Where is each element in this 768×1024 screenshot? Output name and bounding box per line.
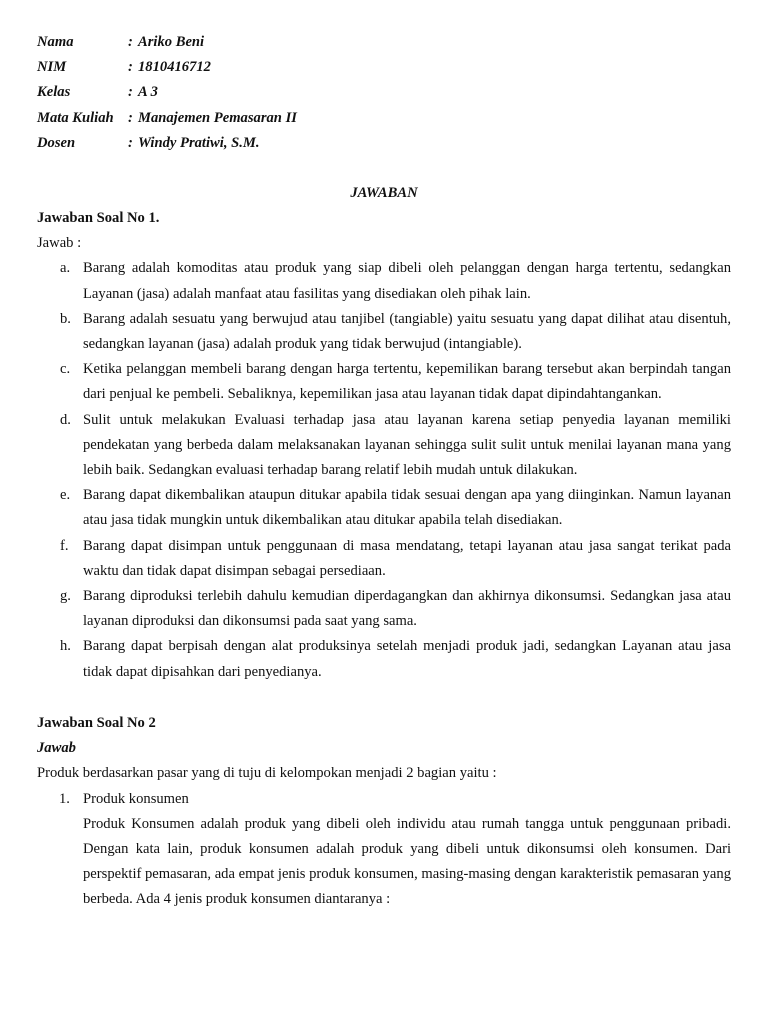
identity-colon: : <box>128 134 133 151</box>
list-item-text: Barang dapat berpisah dengan alat produksinya setelah menjadi produk jadi, sedangkan Layanan atau jasa tidak dapat dipisahkan dari penyedianya. <box>83 638 731 680</box>
list-marker: f. <box>60 537 69 554</box>
identity-value: Manajemen Pemasaran II <box>138 109 297 126</box>
answer-list <box>37 256 731 684</box>
section-heading: Jawaban Soal No 1. <box>37 210 160 226</box>
identity-value: Ariko Beni <box>138 34 205 50</box>
list-marker: c. <box>60 361 71 378</box>
answer-section-2 <box>37 711 731 913</box>
identity-colon: : <box>128 109 133 126</box>
identity-colon: : <box>128 84 133 101</box>
list-item-text: Barang adalah komoditas atau produk yang siap dibeli oleh pelanggan dengan harga tertentu, sedangkan Layanan (jasa) adalah manfaat atau fasilitas yang disediakan oleh pihak lain. <box>83 260 731 302</box>
list-item-text: Barang diproduksi terlebih dahulu kemudian diperdagangkan dan akhirnya dikonsumsi. Sedangkan jasa atau layanan diproduksi dan dikonsumsi pada saat yang sama. <box>83 588 731 630</box>
identity-row-kelas <box>37 80 437 105</box>
list-marker: g. <box>60 588 71 605</box>
identity-label: Kelas <box>37 84 71 101</box>
identity-row-nim <box>37 55 437 80</box>
list-item <box>37 307 731 357</box>
list-item <box>37 534 731 584</box>
list-marker: e. <box>60 487 71 504</box>
page-title: JAWABAN <box>350 185 418 201</box>
list-marker: d. <box>60 411 71 428</box>
list-item-title: Produk konsumen <box>83 790 189 807</box>
list-item <box>37 787 731 812</box>
product-list <box>37 787 731 812</box>
list-marker: h. <box>60 638 71 655</box>
list-item <box>37 408 731 484</box>
identity-label: NIM <box>37 59 67 76</box>
section-lead: Jawab <box>37 740 76 757</box>
section-intro: Produk berdasarkan pasar yang di tuju di kelompokan menjadi 2 bagian yaitu : <box>37 765 497 782</box>
list-item-text: Barang adalah sesuatu yang berwujud atau tanjibel (tangiable) yaitu sesuatu yang dapat dilihat atau disentuh, sedangkan layanan (jasa) adalah produk yang tidak berwujud (intangiable). <box>83 310 731 353</box>
list-marker: 1. <box>59 790 70 807</box>
answer-section-1 <box>37 206 731 685</box>
list-item-text: Sulit untuk melakukan Evaluasi terhadap jasa atau layanan karena setiap penyedia layanan memiliki pendekatan yang berbeda dalam melaksanakan layanan sehingga sulit sulit untuk menilai layanan mana yang lebih baik. Sedangkan evaluasi terhadap barang relatif lebih mudah untuk dilakukan. <box>83 411 731 479</box>
list-marker: b. <box>60 310 71 327</box>
product-description: Produk Konsumen adalah produk yang dibeli oleh individu atau rumah tangga untuk penggunaan pribadi. Dengan kata lain, produk konsumen adalah produk yang dibeli untuk dikonsumsi oleh konsumen. Dari perspektif pemasaran, ada empat jenis produk konsumen, masing-masing dengan karakteristik pemasaran yang berbeda. Ada 4 jenis produk konsumen diantaranya : <box>83 815 732 908</box>
list-item-text: Barang dapat dikembalikan ataupun ditukar apabila tidak sesuai dengan apa yang diinginkan. Namun layanan atau jasa tidak mungkin untuk dikembalikan atau ditukar apabila telah disediakan. <box>83 487 731 529</box>
identity-value: 1810416712 <box>138 59 211 76</box>
list-item <box>37 483 731 533</box>
list-item <box>37 256 731 306</box>
list-marker: a. <box>60 260 71 277</box>
identity-value: A 3 <box>138 84 158 101</box>
identity-row-dosen <box>37 131 437 156</box>
identity-block <box>37 30 437 156</box>
identity-label: Dosen <box>37 134 76 151</box>
identity-label: Nama <box>37 34 74 50</box>
section-heading: Jawaban Soal No 2 <box>37 715 156 731</box>
list-item-text: Barang dapat disimpan untuk penggunaan di masa mendatang, tetapi layanan atau jasa sangat terikat pada waktu dan tidak dapat disimpan sebagai persediaan. <box>83 537 731 579</box>
identity-colon: : <box>128 34 133 50</box>
identity-row-nama <box>37 30 437 55</box>
identity-row-mata-kuliah <box>37 106 437 131</box>
identity-colon: : <box>128 59 133 76</box>
section-lead: Jawab : <box>37 235 82 252</box>
list-item <box>37 357 731 407</box>
list-item-text: Ketika pelanggan membeli barang dengan harga tertentu, kepemilikan barang tersebut akan berpindah tangan dari penjual ke pembeli. Sebaliknya, kepemilikan jasa atau layanan tidak dapat dipindahtangankan. <box>83 361 731 403</box>
identity-value: Windy Pratiwi, S.M. <box>138 134 260 151</box>
identity-label: Mata Kuliah <box>37 109 114 126</box>
list-item <box>37 634 731 684</box>
list-item <box>37 584 731 634</box>
